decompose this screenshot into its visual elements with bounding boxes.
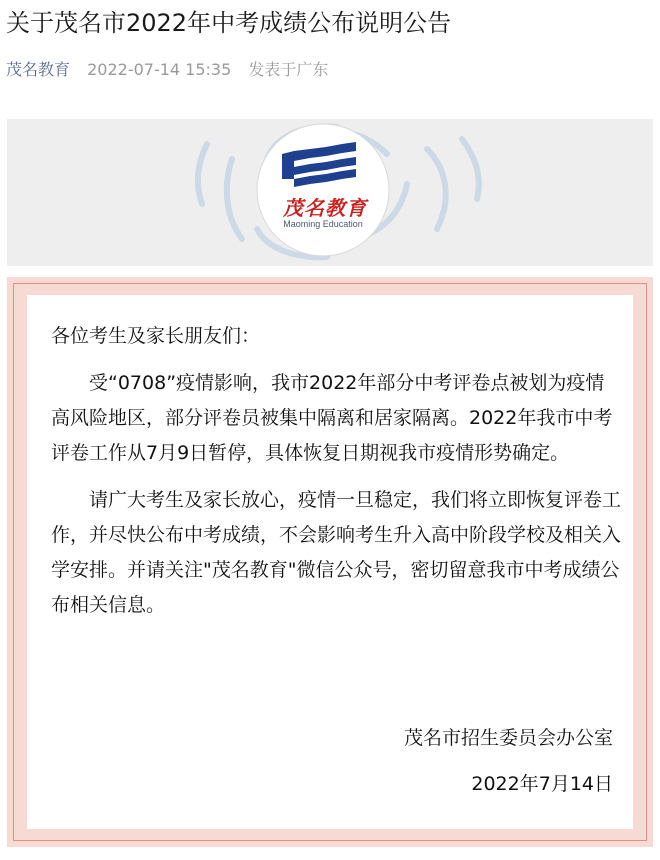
notice-greeting: 各位考生及家长朋友们： bbox=[51, 325, 261, 347]
maoming-education-logo bbox=[252, 119, 394, 261]
notice-paragraph-1: 受“0708”疫情影响，我市2022年部分中考评卷点被划为疫情高风险地区，部分评卷员被集中隔离和居家隔离。2022年我市中考评卷工作从7月9日暂停，具体恢复日期视我市疫情形势确定。 bbox=[51, 372, 613, 464]
notice-paragraph-2: 请广大考生及家长放心，疫情一旦稳定，我们将立即恢复评卷工作，并尽快公布中考成绩，不会影响考生升入高中阶段学校及相关入学安排。并请关注"茂名教育"微信公众号，密切留意我市中考成绩公布相关信息。 bbox=[51, 489, 622, 616]
notice-text-block bbox=[51, 319, 621, 635]
publish-time: 2022-07-14 15:35 bbox=[87, 60, 232, 79]
notice-signature: 茂名市招生委员会办公室 bbox=[403, 727, 613, 749]
logo-chinese-text: 茂名教育 bbox=[283, 196, 367, 220]
logo-english-text: Maoming Education bbox=[283, 219, 363, 229]
logo-emblem-icon bbox=[252, 119, 394, 261]
article-meta bbox=[6, 58, 328, 82]
notice-date: 2022年7月14日 bbox=[471, 773, 613, 795]
author-link[interactable]: 茂名教育 bbox=[6, 60, 71, 79]
article-title: 关于茂名市2022年中考成绩公布说明公告 bbox=[6, 9, 452, 37]
publish-location: 发表于广东 bbox=[248, 60, 329, 79]
header-banner-image bbox=[7, 119, 653, 266]
notice-body bbox=[27, 295, 633, 829]
notice-frame bbox=[7, 277, 653, 847]
